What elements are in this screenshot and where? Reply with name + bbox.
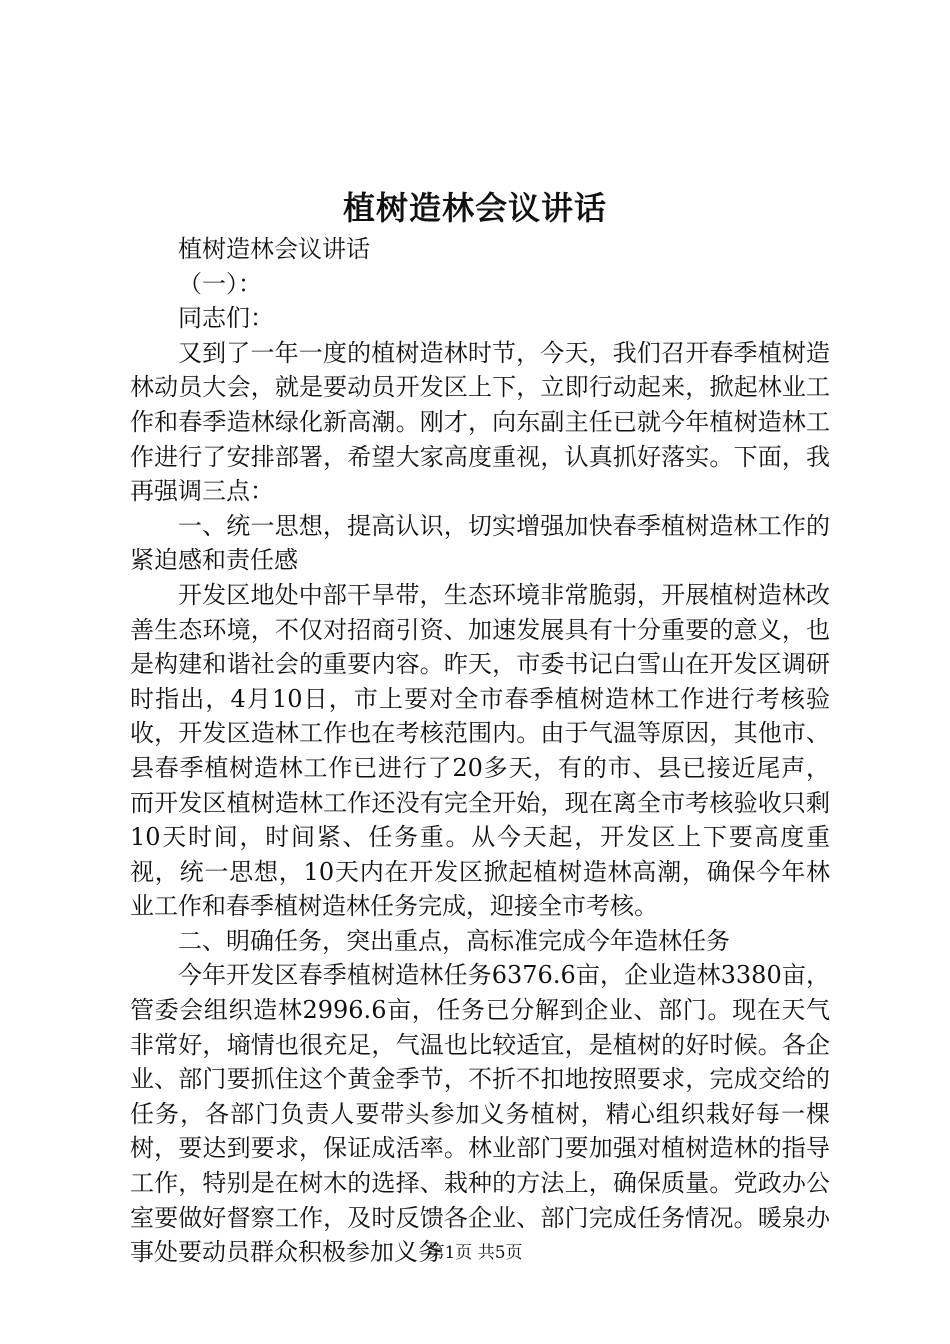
paragraph-subtitle: 植树造林会议讲话 (178, 235, 370, 263)
paragraph-salutation: 同志们： (178, 304, 274, 333)
page-footer: 第1页 共5页 (427, 1243, 523, 1263)
paragraph-body-1: 开发区地处中部干旱带，生态环境非常脆弱，开展植树造林改善生态环境，不仅对招商引资、加速发展具有十分重要的意义，也是构建和谐社会的重要内容。昨天，市委书记白雪山在开发区调研时指出，4月10日，市上要对全市春季植树造林工作进行考核验收，开发区造林工作也在考核范围内。由于气温等原因，其他市、县春季植树造林工作已进行了20多天，有的市、县已接近尾声，而开发区植树造林工作还没有完全开始，现在离全市考核验收只剩10天时间，时间紧、任务重。从今天起，开发区上下要高度重视，统一思想，10天内在开发区掀起植树造林高潮，确保今年林业工作和春季植树造林任务完成，迎接全市考核。 (130, 580, 830, 921)
paragraph-heading-2: 二、明确任务，突出重点，高标准完成今年造林任务 (178, 926, 730, 955)
paragraph-intro: 又到了一年一度的植树造林时节，今天，我们召开春季植树造林动员大会，就是要动员开发区上下，立即行动起来，掀起林业工作和春季造林绿化新高潮。刚才，向东副主任已就今年植树造林工作进行了安排部署，希望大家高度重视，认真抓好落实。下面，我再强调三点： (130, 338, 830, 506)
paragraph-body-2: 今年开发区春季植树造林任务6376.6亩，企业造林3380亩，管委会组织造林2996.6亩，任务已分解到企业、部门。现在天气非常好，墒情也很充足，气温也比较适宜，是植树的好时候。各企业、部门要抓住这个黄金季节，不折不扣地按照要求，完成交给的任务，各部门负责人要带头参加义务植树，精心组织栽好每一棵树，要达到要求，保证成活率。林业部门要加强对植树造林的指导工作，特别是在树木的选择、栽种的方法上，确保质量。党政办公室要做好督察工作，及时反馈各企业、部门完成任务情况。暖泉办事处要动员群众积极参加义务 (130, 961, 830, 1267)
document-title: 植树造林会议讲话 (342, 189, 607, 227)
paragraph-heading-1: 一、统一思想，提高认识，切实增强加快春季植树造林工作的紧迫感和责任感 (130, 511, 830, 575)
paragraph-section-marker: （一）： (178, 269, 262, 298)
document-body (130, 232, 830, 1270)
